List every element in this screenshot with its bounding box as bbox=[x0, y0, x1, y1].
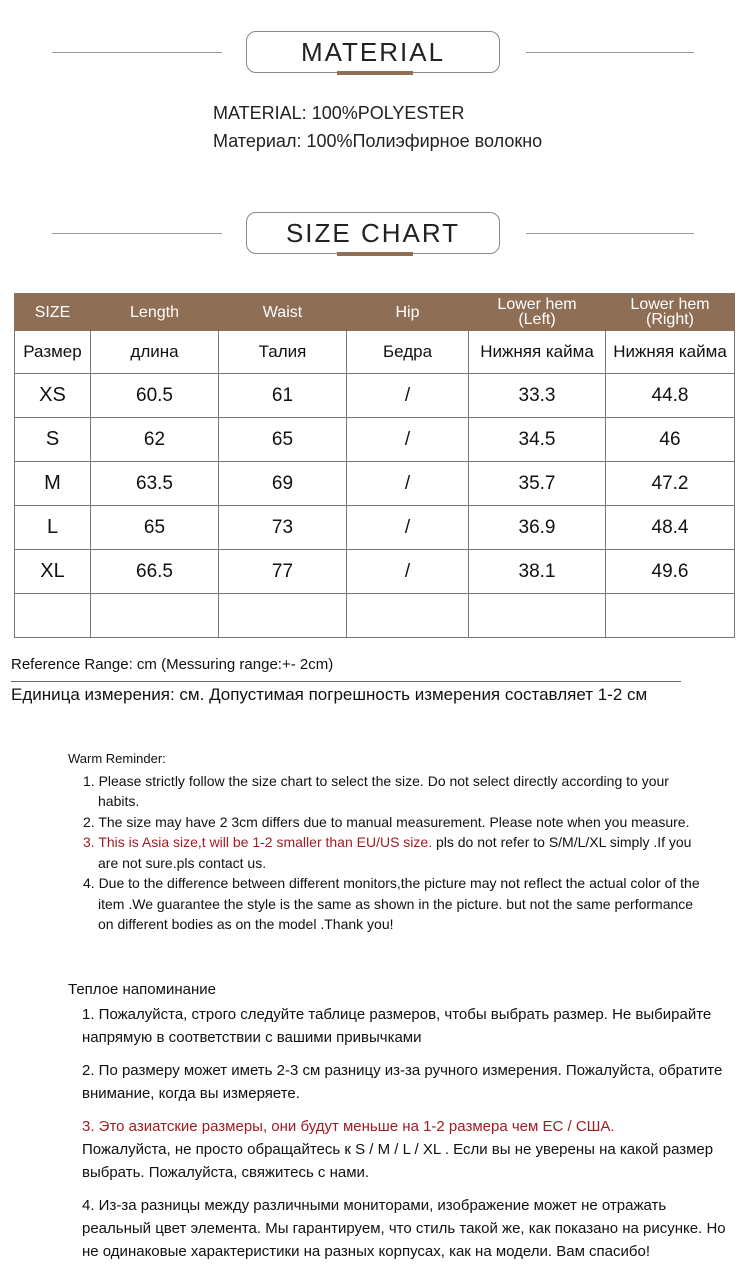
header-waist: Waist bbox=[219, 294, 347, 331]
warm-reminder-en bbox=[68, 749, 708, 935]
material-en-value: 100%POLYESTER bbox=[311, 103, 465, 123]
table-cell: / bbox=[347, 374, 469, 418]
table-cell: 65 bbox=[91, 506, 219, 550]
reminder-item-1: 1. Please strictly follow the size chart to select the size. Do not select directly according to your habits. bbox=[83, 772, 669, 809]
title-underline bbox=[337, 71, 413, 75]
table-cell: XS bbox=[15, 374, 91, 418]
size-chart-table bbox=[14, 293, 735, 638]
header-hem-left: Lower hem (Left) bbox=[469, 294, 606, 331]
table-cell: / bbox=[347, 418, 469, 462]
title-underline bbox=[337, 252, 413, 256]
table-cell: 46 bbox=[606, 418, 735, 462]
table-cell: 33.3 bbox=[469, 374, 606, 418]
material-ru-value: 100%Полиэфирное волокно bbox=[306, 131, 543, 151]
table-cell bbox=[15, 594, 91, 638]
table-row bbox=[15, 374, 735, 418]
table-cell: 47.2 bbox=[606, 462, 735, 506]
reminder-item-3 bbox=[68, 832, 708, 873]
material-ru-label: Материал: bbox=[213, 131, 302, 151]
reminder-item-4: 4. Due to the difference between different monitors,the picture may not reflect the actual color of the item .We guarantee the style is the same as shown in the picture. but not the same performance on different bodies as on the model .Thank you! bbox=[83, 875, 700, 932]
reference-range-en: Reference Range: cm (Messuring range:+- 2cm) bbox=[11, 656, 334, 673]
ru-header-cell: Нижняя кайма bbox=[469, 331, 606, 374]
table-cell bbox=[606, 594, 735, 638]
table-cell: S bbox=[15, 418, 91, 462]
header-row bbox=[15, 294, 735, 331]
table-cell: 60.5 bbox=[91, 374, 219, 418]
material-ru bbox=[213, 131, 542, 152]
table-cell: 73 bbox=[219, 506, 347, 550]
table-cell: 35.7 bbox=[469, 462, 606, 506]
reminder-item-3-ru-highlight: 3. Это азиатские размеры, они будут меньше на 1-2 размера чем ЕС / США. bbox=[82, 1118, 615, 1135]
table-cell: 65 bbox=[219, 418, 347, 462]
table-cell: 77 bbox=[219, 550, 347, 594]
ru-header-row bbox=[15, 331, 735, 374]
table-cell: / bbox=[347, 462, 469, 506]
header-size: SIZE bbox=[15, 294, 91, 331]
table-row bbox=[15, 506, 735, 550]
table-cell: M bbox=[15, 462, 91, 506]
material-section-header bbox=[0, 31, 750, 91]
table-row bbox=[15, 550, 735, 594]
table-cell bbox=[469, 594, 606, 638]
material-en bbox=[213, 103, 464, 124]
table-row bbox=[15, 418, 735, 462]
table-cell: 69 bbox=[219, 462, 347, 506]
reminder-item-4-ru: 4. Из-за разницы между различными мониторами, изображение может не отражать реальный цвет элемента. Мы гарантируем, что стиль такой же, как показано на рисунке. Но не одинаковые характеристики на разных корпусах, как на модели. Вам спасибо! bbox=[82, 1197, 726, 1260]
reminder-item-3-highlight: 3. This is Asia size,t will be 1-2 smaller than EU/US size. bbox=[83, 834, 433, 850]
table-cell: L bbox=[15, 506, 91, 550]
table-cell bbox=[91, 594, 219, 638]
material-en-label: MATERIAL: bbox=[213, 103, 307, 123]
table-row-empty bbox=[15, 594, 735, 638]
reminder-item-3-ru bbox=[68, 1115, 728, 1184]
table-cell: 63.5 bbox=[91, 462, 219, 506]
reminder-item-2-ru: 2. По размеру может иметь 2-3 см разницу из-за ручного измерения. Пожалуйста, обратите внимание, когда вы измеряете. bbox=[82, 1062, 723, 1102]
reminder-item-3-text: pls do not refer to S/M/L/XL simply .If you are not sure.pls contact us. bbox=[98, 834, 692, 871]
reference-divider bbox=[11, 681, 681, 682]
table-row bbox=[15, 462, 735, 506]
size-chart-section-header bbox=[0, 212, 750, 272]
table-cell: 34.5 bbox=[469, 418, 606, 462]
header-hem-right: Lower hem (Right) bbox=[606, 294, 735, 331]
table-cell: 48.4 bbox=[606, 506, 735, 550]
table-cell bbox=[347, 594, 469, 638]
warm-reminder-title: Warm Reminder: bbox=[68, 751, 166, 766]
ru-header-cell: Бедра bbox=[347, 331, 469, 374]
table-cell: XL bbox=[15, 550, 91, 594]
table-cell: / bbox=[347, 550, 469, 594]
divider-right bbox=[526, 52, 694, 53]
table-cell: 44.8 bbox=[606, 374, 735, 418]
table-cell: 38.1 bbox=[469, 550, 606, 594]
header-hip: Hip bbox=[347, 294, 469, 331]
size-chart-title: SIZE CHART bbox=[246, 212, 500, 254]
divider-right bbox=[526, 233, 694, 234]
table-cell: 36.9 bbox=[469, 506, 606, 550]
material-title: MATERIAL bbox=[246, 31, 500, 73]
divider-left bbox=[52, 233, 222, 234]
table-cell: / bbox=[347, 506, 469, 550]
table-cell: 61 bbox=[219, 374, 347, 418]
table-cell: 62 bbox=[91, 418, 219, 462]
ru-header-cell: Талия bbox=[219, 331, 347, 374]
divider-left bbox=[52, 52, 222, 53]
reminder-item-2: 2. The size may have 2 3cm differs due to manual measurement. Please note when you measure. bbox=[83, 813, 690, 830]
warm-reminder-ru bbox=[68, 978, 728, 1273]
table-cell: 66.5 bbox=[91, 550, 219, 594]
table-cell bbox=[219, 594, 347, 638]
header-length: Length bbox=[91, 294, 219, 331]
ru-header-cell: длина bbox=[91, 331, 219, 374]
table-cell: 49.6 bbox=[606, 550, 735, 594]
reference-range-ru: Единица измерения: см. Допустимая погрешность измерения составляет 1-2 см bbox=[11, 685, 648, 704]
reminder-item-1-ru: 1. Пожалуйста, строго следуйте таблице размеров, чтобы выбрать размер. Не выбирайте напрямую в соответствии с вашими привычками bbox=[82, 1006, 712, 1046]
ru-header-cell: Нижняя кайма bbox=[606, 331, 735, 374]
warm-reminder-title-ru: Теплое напоминание bbox=[68, 981, 216, 998]
ru-header-cell: Размер bbox=[15, 331, 91, 374]
reminder-item-3-ru-text: Пожалуйста, не просто обращайтесь к S / M / L / XL . Если вы не уверены на какой размер выбрать. Пожалуйста, свяжитесь с нами. bbox=[82, 1141, 714, 1181]
